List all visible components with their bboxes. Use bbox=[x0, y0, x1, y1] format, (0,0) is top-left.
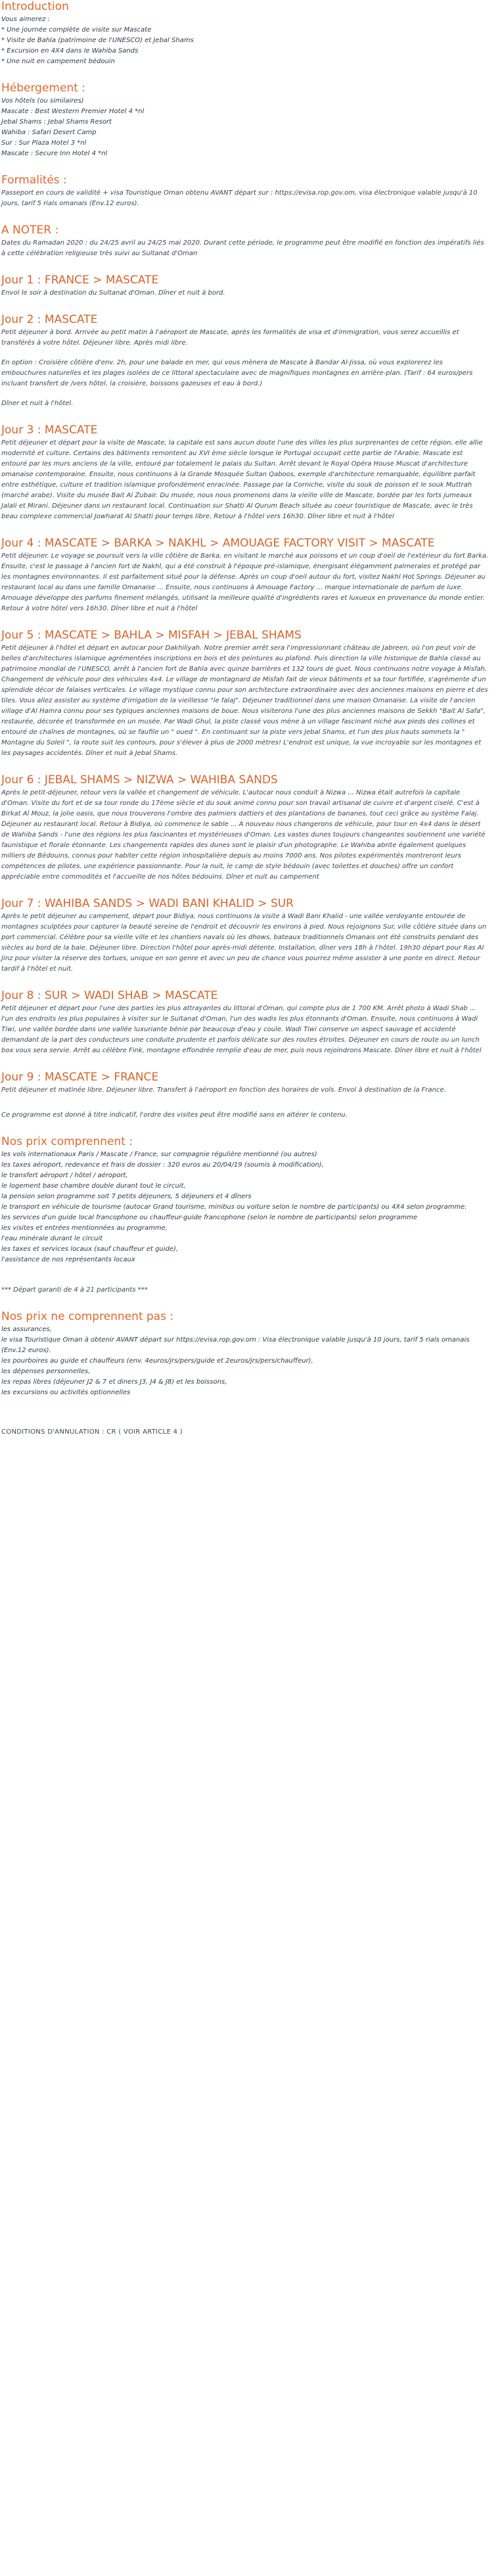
intro-line: * Visite de Bahla (patrimoine de l'UNESCO) et Jebal Shams bbox=[1, 37, 194, 44]
hotel-line: Jebal Shams : Jebal Shams Resort bbox=[1, 118, 112, 126]
compris-line: la pension selon programme soit 7 petits déjeuners, 5 déjeuners et 4 dîners bbox=[1, 1193, 252, 1200]
noncompris-line: les excursions ou activités optionnelles bbox=[1, 1389, 131, 1396]
day-8-heading: Jour 8 : SUR > WADI SHAB > MASCATE bbox=[1, 989, 218, 1002]
compris-line: les visites et entrées mentionnées au programme, bbox=[1, 1225, 168, 1232]
compris-heading: Nos prix comprennent : bbox=[1, 1135, 133, 1148]
hebergement-section bbox=[1, 82, 489, 159]
day-2-text: Petit déjeuner à bord. Arrivée au petit matin à l'aéroport de Mascate, après les formalités de visa et d'immigration, vous serez accueillis et transférés à votre hôtel. Déjeuner libre. Après midi libre. bbox=[1, 329, 459, 347]
compris-line: le logement base chambre double durant tout le circuit, bbox=[1, 1182, 186, 1190]
day-9-heading: Jour 9 : MASCATE > FRANCE bbox=[1, 1071, 159, 1084]
day-5-text: Petit déjeuner à l'hôtel et départ en autocar pour Dakhiliyah. Notre premier arrêt sera l'impressionnant château de Jabreen, où l'on peut voir de belles d'architectures islamique agrémentées inscriptions en bois et des peintures au plafond. Puis direction la ville historique de Bahla classé au patrimoine mondial de l'UNESCO, arrêt à l'ancien fort de Bahla avec quinze barrières et 132 tours de guet. Nous continuons notre voyage à Misfah. Changement de véhicule pour des véhicules 4x4. Le village de montagnard de Misfah fait de vieux bâtiments et sa tour fortifiée, s'agrémente d'un splendide décor de falaises verticales. Le village mystique connu pour son architecture extraordinaire avec des anciennes maisons en pierre et des tiles. Vous allez assister au système d'irrigation de la vieillesse "le falaj". Déjeuner traditionnel dans une maison Omanaise. La visite de l'ancien village d'Al Hamra connu pour ses typiques anciennes maisons de boue. Nous visiterons l'une des plus anciennes maisons de Sekkh "Bait Al Safa", restaurée, décorée et transformée en un musée. Par Wadi Ghul, la piste classé vous mène à un village fascinant niché aux pieds des collines et entouré de chaînes de montagnes, où se faufile un " oued ". En continuant sur la piste vers Jebal Shams, et l'un des plus hauts sommets la " Montagne du Soleil ", la route suit les contours, pour s'élever à plus de 2000 mètres! L'endroit est unique, la vue incroyable sur les montagnes et les paysages accidentés. Dîner et nuit à Jebal Shams. bbox=[1, 644, 488, 757]
intro-heading: Introduction bbox=[1, 0, 69, 13]
departure-guarantee-note: *** Départ garanti de 4 à 21 participants *** bbox=[1, 1286, 148, 1294]
formalites-section bbox=[1, 174, 489, 209]
compris-list bbox=[1, 1150, 489, 1265]
day-9-text: Petit déjeuner et matinée libre. Déjeuner libre. Transfert à l'aéroport en fonction des horaires de vols. Envol à destination de la France. bbox=[1, 1086, 446, 1094]
day-4-heading: Jour 4 : MASCATE > BARKA > NAKHL > AMOUAGE FACTORY VISIT > MASCATE bbox=[1, 537, 435, 550]
anoter-section bbox=[1, 224, 489, 259]
intro-line: * Excursion en 4X4 dans le Wahiba Sands bbox=[1, 47, 139, 55]
day-6-section bbox=[1, 773, 489, 883]
anoter-heading: A NOTER : bbox=[1, 224, 59, 237]
hotel-line: Mascate : Secure Inn Hotel 4 *nl bbox=[1, 150, 108, 157]
compris-line: les services d'un guide local francophone ou chauffeur-guide francophone (selon le nombre de participants) selon programme bbox=[1, 1214, 418, 1221]
day-2-heading: Jour 2 : MASCATE bbox=[1, 313, 98, 326]
intro-line: * Une nuit en campement bédouin bbox=[1, 58, 116, 65]
hotel-line: Mascate : Best Western Premier Hotel 4 *nl bbox=[1, 108, 145, 115]
day-6-heading: Jour 6 : JEBAL SHAMS > NIZWA > WAHIBA SANDS bbox=[1, 773, 278, 787]
compris-line: les taxes aéroport, redevance et frais de dossier : 320 euros au 20/04/19 (soumis à modification), bbox=[1, 1161, 324, 1169]
intro-list bbox=[1, 14, 489, 67]
noncompris-line: les repas libres (déjeuner J2 & 7 et diners J3, J4 & J8) et les boissons, bbox=[1, 1378, 227, 1386]
noncompris-list bbox=[1, 1324, 489, 1398]
day-6-text: Après le petit-déjeuner, retour vers la vallée et changement de véhicule. L'autocar nous conduit à Nizwa ... Nizwa était autrefois la capitale d'Oman. Visite du fort et de sa tour ronde du 17ème siècle et du souk animé connu pour son travail artisanal de cuivre et d'argent ciselé. C'est à Birkat Al Mouz, la jolie oasis, que nous trouverons l'ombre des palmiers dattiers et des plantations de bananes, tout ceci grâce au système Falaj. Déjeuner au restaurant local. Retour à Bidiya, où commence le sable ... A nouveau nous changerons de véhicule, pour tour en 4x4 dans le désert de Wahiba Sands - l'une des régions les plus fascinantes et mystérieuses d'Oman. Les vastes dunes toujours changeantes soutiennent une variété faunistique et florale étonnante. Les changements rapides des dunes sont le plaisir d'un photographe. Le Wahiba abrite également quelques milliers de Bédouins, connus pour habiter cette région inhospitalière depuis au moins 7000 ans. Nos pilotes expérimentés montreront leurs compétences de pilotes, une expérience passionnante. Pour la nuit, le camp de style bédouin (avec toilettes et douches) offre un confort appréciable entre commodités et l'accueille de nos hôtes bédouins. Dîner et nuit au campement bbox=[1, 789, 486, 881]
hotel-line: Sur : Sur Plaza Hotel 3 *nl bbox=[1, 139, 87, 147]
compris-line: l'assistance de nos représentants locaux bbox=[1, 1256, 135, 1263]
day-5-section bbox=[1, 629, 489, 759]
program-disclaimer: Ce programme est donné à titre indicatif, l'ordre des visites peut être modifié sans en altérer le contenu. bbox=[1, 1111, 348, 1119]
compris-line: l'eau minérale durant le circuit bbox=[1, 1235, 103, 1242]
day-9-section bbox=[1, 1071, 489, 1121]
day-4-text: Petit déjeuner. Le voyage se poursuit vers la ville côtière de Barka, en visitant le marché aux poissons et un coup d'oeil de l'extérieur du fort Barka. Ensuite, c'est le passage à l'ancien fort de Nakhl, qui a été construit à l'époque pré-islamique, énergisant élégamment palmeraies et protégé par les montagnes environnantes. Il est parfaitement situé pour la défense. Après un coup d'oeil autour du fort, visitez Nakhl Hot Springs. Déjeuner au restaurant local au dans une famille Omanaise ... Ensuite, nous continuons à Amouage Factory ... marque internationale de parfum de luxe. Amouage développe des parfums finement mélangés, utilisant la meilleure qualité d'ingrédients rares et luxueux en provenance du monde entier. Retour à votre hôtel vers 16h30. Dîner libre et nuit à l'hôtel bbox=[1, 552, 489, 612]
noncompris-heading: Nos prix ne comprennent pas : bbox=[1, 1310, 174, 1323]
day-1-heading: Jour 1 : FRANCE > MASCATE bbox=[1, 274, 159, 287]
compris-line: le transport en véhicule de tourisme (autocar Grand tourisme, minibus ou voiture selon le nombre de participants) ou 4X4 selon programme. bbox=[1, 1203, 467, 1211]
day-3-section bbox=[1, 424, 489, 522]
hotel-line: Vos hôtels (ou similaires) bbox=[1, 97, 84, 105]
noncompris-line: les dépenses personnelles, bbox=[1, 1368, 91, 1375]
day-3-text: Petit déjeuner et départ pour la visite de Mascate, la capitale est sans aucun doute l'une des villes les plus surprenantes de cette région, elle allie modernité et culture. Certains des bâtiments remontent au XVI ème siècle lorsque le Portugal occupait cette partie de l'Arabie. Mascate est entouré par les murs anciens de la ville, entouré par totalement le palais du Sultan. Arrêt devant le Royal Opéra House Muscat d'architecture omanaise contemporaine. Ensuite, nous continuons à la Grande Mosquée Sultan Qaboos, exemple d'architecture remarquable, équilibre parfait entre esthétique, culture et tradition islamique profondément enracinée. Passage par la Corniche, visite du souk de poisson et le souk Muttrah (marché arabe). Visite du musée Bait Al Zubair. Du musée, nous nous promenons dans la vieille ville de Mascate, bordée par les forts jumeaux Jalali et Mirani. Déjeuner dans un restaurant local. Continuation sur Shatti Al Qurum Beach située au coeur touristique de Mascate, avec le très beau complexe commercial Jowharat Al Shatti pour temps libre. Retour à l'hôtel vers 16h30. Dîner libre et nuit à l'hôtel bbox=[1, 439, 483, 520]
day-7-heading: Jour 7 : WAHIBA SANDS > WADI BANI KHALID > SUR bbox=[1, 897, 294, 910]
compris-line: les vols internationaux Paris / Mascate / France, sur compagnie régulière mentionné (ou autres) bbox=[1, 1151, 317, 1158]
intro-line: Vous aimerez : bbox=[1, 16, 50, 23]
day-2-option-text: En option : Croisière côtière d'env. 2h, pour une balade en mer, qui vous mènera de Mascate à Bandar Al-Jissa, où vous explorerez les embouchures naturelles et les plages isolées de ce littoral spectaculaire avec de magnifiques montagnes en arrière-plan. (Tarif : 64 euros/pers incluant transfert de /vers hôtel, la croisière, boissons gazeuses et eau à bord.) bbox=[1, 359, 473, 387]
compris-line: les taxes et services locaux (sauf chauffeur et guide), bbox=[1, 1246, 179, 1253]
day-4-section bbox=[1, 537, 489, 614]
day-2-closing-text: Dîner et nuit à l'hôtel. bbox=[1, 400, 74, 407]
hebergement-heading: Hébergement : bbox=[1, 82, 86, 95]
intro-line: * Une journée complète de visite sur Mascate bbox=[1, 26, 152, 34]
day-2-section bbox=[1, 313, 489, 409]
day-3-heading: Jour 3 : MASCATE bbox=[1, 424, 98, 437]
day-8-section bbox=[1, 989, 489, 1056]
day-7-text: Après le petit déjeuner au campement, départ pour Bidiya, nous continuons la visite à Wadi Bani Khalid - une vallée verdoyante entourée de montagnes sculptées pour capturer la beauté sereine de l'endroit et découvrir les environs à pied. Nous rejoignons Sur, ville côtière située dans un port commercial. Célèbre pour sa vieille ville et les chantiers navals où les dhows, bateaux traditionnels Omanais ont été construits pendant des siècles au bord de la baie. Déjeuner libre. Direction l'hôtel pour après-midi détente. Installation, dîner vers 18h à l'hôtel. 19h30 départ pour Ras Al Jinz pour visiter la réserve des tortues, unique en son genre et avec un peu de chance vous pourrez même assister à une ponte en direct. Retour tardif à l'hôtel et nuit. bbox=[1, 913, 487, 973]
formalites-heading: Formalités : bbox=[1, 174, 67, 187]
day-7-section bbox=[1, 897, 489, 975]
hebergement-list bbox=[1, 96, 489, 159]
noncompris-section bbox=[1, 1310, 489, 1398]
hotel-line: Wahiba : Safari Desert Camp bbox=[1, 129, 97, 136]
day-1-section bbox=[1, 274, 489, 299]
noncompris-line: les pourboires au guide et chauffeurs (env. 4euros/jrs/pers/guide et 2euros/jrs/pers/chauffeur), bbox=[1, 1357, 313, 1365]
noncompris-line: les assurances, bbox=[1, 1326, 52, 1333]
compris-line: le transfert aéroport / hôtel / aéroport, bbox=[1, 1172, 128, 1179]
cancellation-conditions: CONDITIONS D'ANNULATION : CR ( VOIR ARTICLE 4 ) bbox=[1, 1428, 183, 1436]
day-1-text: Envol le soir à destination du Sultanat d'Oman. Dîner et nuit à bord. bbox=[1, 289, 225, 297]
noncompris-line: le visa Touristique Oman à obtenir AVANT départ sur https://evisa.rop.gov.om : Visa électronique valable jusqu'à 10 jours, tarif 5 rials omanais (Env.12 euros). bbox=[1, 1336, 470, 1354]
compris-section bbox=[1, 1135, 489, 1296]
day-5-heading: Jour 5 : MASCATE > BAHLA > MISFAH > JEBAL SHAMS bbox=[1, 629, 302, 642]
intro-section bbox=[1, 0, 489, 67]
anoter-text: Dates du Ramadan 2020 : du 24/25 avril au 24/25 mai 2020. Durant cette période, le programme peut être modifié en fonction des impératifs liés à cette célébration religieuse très suivi au Sultanat d'Oman bbox=[1, 239, 484, 257]
day-8-text: Petit déjeuner et départ pour l'une des parties les plus attrayantes du littoral d'Oman, qui compte plus de 1 700 KM. Arrêt photo à Wadi Shab ... l'un des endroits les plus populaires à visiter sur le Sultanat d'Oman, l'un des wadis les plus étonnants d'Oman. Ensuite, nous continuons à Wadi Tiwi, une vallée bordée dans une vallée luxuriante bénie par beaucoup d'eau y coule. Wadi Tiwi conserve un aspect sauvage et accidenté demandant de la part des conducteurs une conduite prudente et parfois délicate sur des routes étroites. Déjeuner en cours de route ou un lunch box vous sera servie. Arrêt au célèbre Fink, montagne effondrée remplie d'eau de mer, puis nous rejoindrons Mascate. Dîner libre et nuit à l'hôtel bbox=[1, 1005, 482, 1054]
formalites-text: Passeport en cours de validité + visa Touristique Oman obtenu AVANT départ sur : https://evisa.rop.gov.om, visa électronique valable jusqu'à 10 jours, tarif 5 rials omanais (Env.12 euros). bbox=[1, 189, 478, 207]
